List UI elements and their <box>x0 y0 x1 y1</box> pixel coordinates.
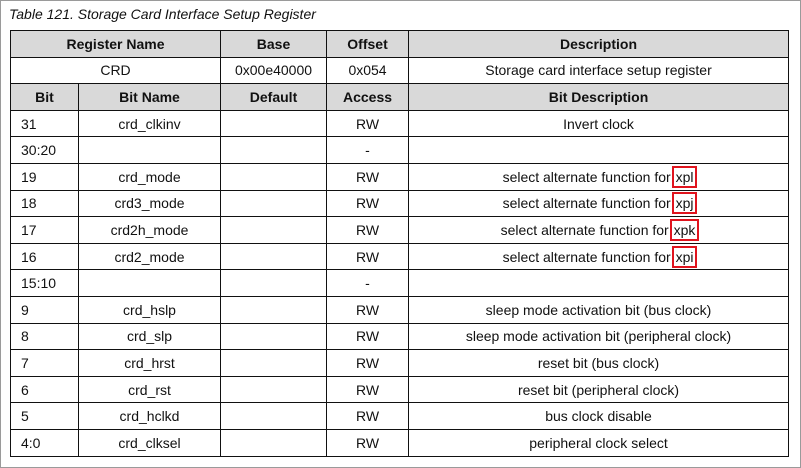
bit-description-cell: sleep mode activation bit (peripheral clock) <box>409 323 789 350</box>
bit-cell: 7 <box>11 350 79 377</box>
access-header: Access <box>327 84 409 111</box>
table-row <box>11 243 789 270</box>
bit-name-cell: crd2_mode <box>79 243 221 270</box>
access-cell: - <box>327 137 409 164</box>
default-cell <box>221 110 327 137</box>
default-cell <box>221 296 327 323</box>
default-cell <box>221 243 327 270</box>
bit-cell: 15:10 <box>11 270 79 297</box>
table-row <box>11 110 789 137</box>
default-cell <box>221 323 327 350</box>
bit-description-cell <box>409 217 789 244</box>
bit-cell: 9 <box>11 296 79 323</box>
description-text: select alternate function for <box>502 168 675 185</box>
table-row <box>11 217 789 244</box>
bit-description-cell <box>409 137 789 164</box>
bit-header: Bit <box>11 84 79 111</box>
register-description-cell: Storage card interface setup register <box>409 57 789 84</box>
access-cell: RW <box>327 243 409 270</box>
bit-name-cell: crd2h_mode <box>79 217 221 244</box>
register-name-header: Register Name <box>11 31 221 58</box>
default-cell <box>221 137 327 164</box>
register-header-row <box>11 31 789 58</box>
bit-name-cell: crd_clksel <box>79 429 221 456</box>
table-row <box>11 137 789 164</box>
table-row <box>11 270 789 297</box>
bit-cell: 18 <box>11 190 79 217</box>
default-cell <box>221 217 327 244</box>
access-cell: RW <box>327 429 409 456</box>
bit-cell: 5 <box>11 403 79 430</box>
register-table <box>10 30 789 457</box>
default-cell <box>221 163 327 190</box>
highlighted-pin-name: xpi <box>675 248 694 265</box>
bit-description-cell: reset bit (peripheral clock) <box>409 376 789 403</box>
default-cell <box>221 376 327 403</box>
bit-name-cell: crd_mode <box>79 163 221 190</box>
bit-cell: 6 <box>11 376 79 403</box>
default-header: Default <box>221 84 327 111</box>
access-cell: RW <box>327 217 409 244</box>
table-row <box>11 163 789 190</box>
access-cell: RW <box>327 110 409 137</box>
default-cell <box>221 429 327 456</box>
table-row <box>11 403 789 430</box>
bit-cell: 4:0 <box>11 429 79 456</box>
description-text: select alternate function for <box>502 195 675 212</box>
bit-name-cell <box>79 137 221 164</box>
bit-header-row <box>11 84 789 111</box>
bit-description-cell: bus clock disable <box>409 403 789 430</box>
bit-name-cell <box>79 270 221 297</box>
bit-name-cell: crd_clkinv <box>79 110 221 137</box>
bit-description-cell <box>409 163 789 190</box>
bit-description-cell: sleep mode activation bit (bus clock) <box>409 296 789 323</box>
bit-name-header: Bit Name <box>79 84 221 111</box>
table-row <box>11 429 789 456</box>
table-row <box>11 323 789 350</box>
access-cell: RW <box>327 323 409 350</box>
table-row <box>11 296 789 323</box>
bit-name-cell: crd_hrst <box>79 350 221 377</box>
table-row <box>11 350 789 377</box>
description-text: select alternate function for <box>500 221 673 238</box>
description-header: Description <box>409 31 789 58</box>
register-name-cell: CRD <box>11 57 221 84</box>
bit-description-cell: Invert clock <box>409 110 789 137</box>
access-cell: RW <box>327 163 409 190</box>
register-row <box>11 57 789 84</box>
bit-name-cell: crd_slp <box>79 323 221 350</box>
base-header: Base <box>221 31 327 58</box>
description-text: select alternate function for <box>502 248 675 265</box>
bit-name-cell: crd3_mode <box>79 190 221 217</box>
register-offset-cell: 0x054 <box>327 57 409 84</box>
bit-description-cell: reset bit (bus clock) <box>409 350 789 377</box>
bit-cell: 17 <box>11 217 79 244</box>
bit-name-cell: crd_rst <box>79 376 221 403</box>
highlighted-pin-name: xpk <box>673 221 696 238</box>
access-cell: RW <box>327 190 409 217</box>
default-cell <box>221 403 327 430</box>
bit-cell: 16 <box>11 243 79 270</box>
bit-description-header: Bit Description <box>409 84 789 111</box>
offset-header: Offset <box>327 31 409 58</box>
access-cell: RW <box>327 296 409 323</box>
bit-description-cell <box>409 270 789 297</box>
access-cell: RW <box>327 403 409 430</box>
highlighted-pin-name: xpj <box>675 195 694 212</box>
bit-cell: 8 <box>11 323 79 350</box>
access-cell: RW <box>327 376 409 403</box>
access-cell: - <box>327 270 409 297</box>
access-cell: RW <box>327 350 409 377</box>
default-cell <box>221 270 327 297</box>
bit-cell: 31 <box>11 110 79 137</box>
highlighted-pin-name: xpl <box>675 168 694 185</box>
table-row <box>11 190 789 217</box>
table-caption: Table 121. Storage Card Interface Setup Register <box>9 6 316 22</box>
bit-cell: 30:20 <box>11 137 79 164</box>
default-cell <box>221 190 327 217</box>
table-row <box>11 376 789 403</box>
bit-cell: 19 <box>11 163 79 190</box>
bit-name-cell: crd_hslp <box>79 296 221 323</box>
bit-description-cell <box>409 190 789 217</box>
bit-description-cell: peripheral clock select <box>409 429 789 456</box>
bit-name-cell: crd_hclkd <box>79 403 221 430</box>
bit-description-cell <box>409 243 789 270</box>
register-base-cell: 0x00e40000 <box>221 57 327 84</box>
default-cell <box>221 350 327 377</box>
